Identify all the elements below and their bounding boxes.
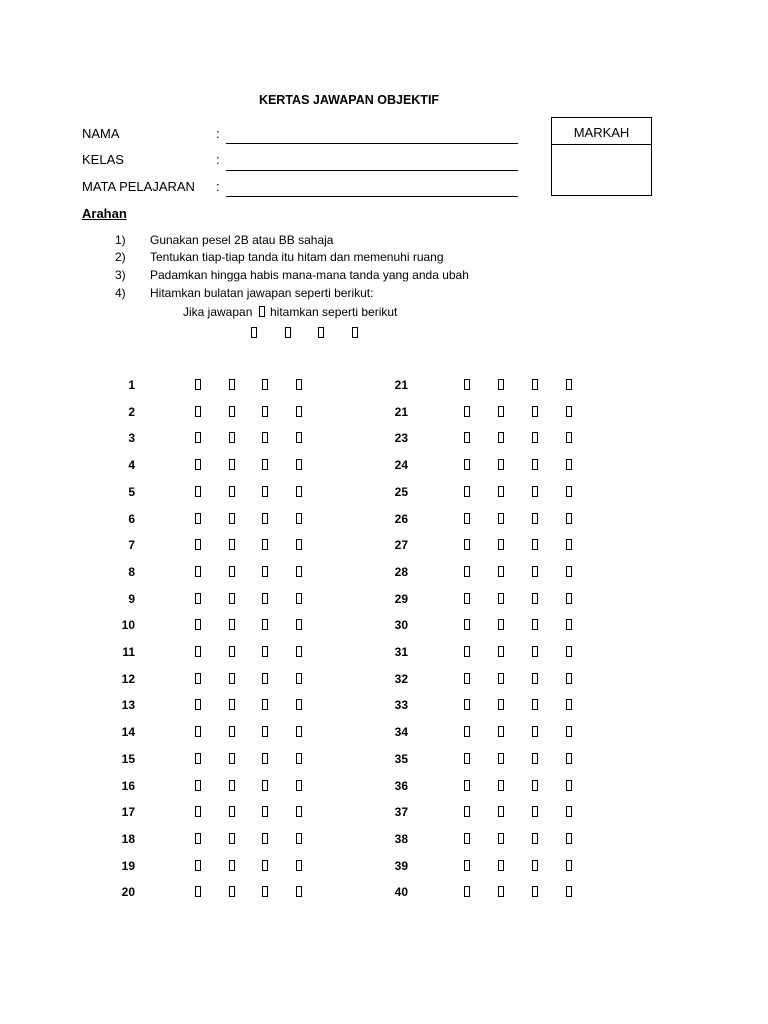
answer-bubble[interactable] xyxy=(498,673,504,684)
answer-bubble[interactable] xyxy=(262,406,268,417)
answer-bubble[interactable] xyxy=(498,646,504,657)
answer-bubble[interactable] xyxy=(464,539,470,550)
instruction-text: Padamkan hingga habis mana-mana tanda yang anda ubah xyxy=(150,268,469,282)
answer-bubble[interactable] xyxy=(498,806,504,817)
answer-bubble[interactable] xyxy=(296,806,302,817)
answer-bubble[interactable] xyxy=(229,379,235,390)
answer-bubble[interactable] xyxy=(464,673,470,684)
question-number: 21 xyxy=(394,404,408,419)
answer-bubble[interactable] xyxy=(498,459,504,470)
answer-bubble[interactable] xyxy=(464,406,470,417)
answer-bubble[interactable] xyxy=(229,459,235,470)
answer-bubble[interactable] xyxy=(262,539,268,550)
question-number: 33 xyxy=(394,698,408,713)
answer-bubble[interactable] xyxy=(195,432,201,443)
answer-bubble[interactable] xyxy=(464,486,470,497)
instruction-text: Tentukan tiap-tiap tanda itu hitam dan memenuhi ruang xyxy=(150,250,444,264)
answer-bubble[interactable] xyxy=(498,886,504,897)
answer-bubble[interactable] xyxy=(262,726,268,737)
answer-bubble[interactable] xyxy=(296,726,302,737)
answer-bubble[interactable] xyxy=(464,886,470,897)
example-bubble-icon xyxy=(285,327,291,338)
answer-bubble[interactable] xyxy=(464,646,470,657)
answer-bubble[interactable] xyxy=(566,753,572,764)
instruction-text: Hitamkan bulatan jawapan seperti berikut: xyxy=(150,286,374,300)
answer-bubble[interactable] xyxy=(532,432,538,443)
answer-bubble[interactable] xyxy=(262,566,268,577)
answer-bubble[interactable] xyxy=(498,619,504,630)
answer-bubble[interactable] xyxy=(532,833,538,844)
answer-bubble[interactable] xyxy=(262,780,268,791)
answer-bubble[interactable] xyxy=(195,833,201,844)
answer-bubble[interactable] xyxy=(464,806,470,817)
question-number: 36 xyxy=(394,778,408,793)
answer-bubble[interactable] xyxy=(498,566,504,577)
answer-bubble[interactable] xyxy=(532,593,538,604)
question-number: 1 xyxy=(128,378,135,392)
question-number: 23 xyxy=(394,431,408,446)
example-bubble-icon xyxy=(352,327,358,338)
instruction-text: Gunakan pesel 2B atau BB sahaja xyxy=(150,233,334,247)
example-bubble-icon xyxy=(251,327,257,338)
answer-bubble[interactable] xyxy=(262,806,268,817)
answer-bubble[interactable] xyxy=(566,619,572,630)
answer-bubble[interactable] xyxy=(229,673,235,684)
answer-bubble[interactable] xyxy=(566,379,572,390)
question-number: 30 xyxy=(394,618,408,633)
question-number: 2 xyxy=(128,404,135,419)
answer-bubble[interactable] xyxy=(498,833,504,844)
answer-bubble[interactable] xyxy=(296,780,302,791)
answer-bubble[interactable] xyxy=(566,860,572,871)
answer-bubble[interactable] xyxy=(195,539,201,550)
answer-bubble[interactable] xyxy=(229,619,235,630)
answer-bubble[interactable] xyxy=(296,673,302,684)
answer-bubble[interactable] xyxy=(296,860,302,871)
answer-bubble[interactable] xyxy=(532,860,538,871)
answer-bubble[interactable] xyxy=(296,886,302,897)
answer-bubble[interactable] xyxy=(229,432,235,443)
answer-bubble[interactable] xyxy=(262,699,268,710)
instruction-number: 1) xyxy=(115,233,126,247)
answer-bubble[interactable] xyxy=(296,459,302,470)
answer-bubble[interactable] xyxy=(195,459,201,470)
answer-bubble[interactable] xyxy=(532,726,538,737)
answer-bubble[interactable] xyxy=(566,806,572,817)
question-number: 6 xyxy=(128,511,135,526)
markah-label: MARKAH xyxy=(551,117,652,145)
answer-bubble[interactable] xyxy=(532,566,538,577)
answer-bubble[interactable] xyxy=(464,432,470,443)
question-number: 29 xyxy=(394,591,408,606)
answer-bubble[interactable] xyxy=(229,753,235,764)
answer-bubble[interactable] xyxy=(532,673,538,684)
field-label-mata-pelajaran: MATA PELAJARAN xyxy=(82,179,195,194)
answer-bubble[interactable] xyxy=(532,886,538,897)
answer-bubble[interactable] xyxy=(195,593,201,604)
answer-bubble[interactable] xyxy=(262,593,268,604)
field-colon-mata-pelajaran: : xyxy=(216,179,220,194)
answer-bubble[interactable] xyxy=(229,646,235,657)
answer-bubble[interactable] xyxy=(498,539,504,550)
answer-bubble[interactable] xyxy=(229,539,235,550)
page-title: KERTAS JAWAPAN OBJEKTIF xyxy=(258,93,440,107)
field-label-kelas: KELAS xyxy=(82,152,124,167)
answer-bubble[interactable] xyxy=(296,566,302,577)
question-number: 17 xyxy=(121,805,135,820)
answer-bubble[interactable] xyxy=(195,886,201,897)
answer-bubble[interactable] xyxy=(566,673,572,684)
question-number: 10 xyxy=(121,618,135,633)
answer-bubble[interactable] xyxy=(296,379,302,390)
answer-bubble[interactable] xyxy=(262,646,268,657)
answer-bubble[interactable] xyxy=(498,513,504,524)
question-number: 7 xyxy=(128,538,135,553)
question-number: 40 xyxy=(394,885,408,900)
question-number: 11 xyxy=(122,645,135,659)
answer-bubble[interactable] xyxy=(566,886,572,897)
answer-bubble[interactable] xyxy=(532,646,538,657)
answer-bubble[interactable] xyxy=(566,646,572,657)
answer-bubble[interactable] xyxy=(532,379,538,390)
answer-bubble[interactable] xyxy=(464,699,470,710)
answer-bubble[interactable] xyxy=(498,699,504,710)
answer-bubble[interactable] xyxy=(566,726,572,737)
question-number: 15 xyxy=(121,751,135,766)
question-number: 21 xyxy=(394,378,408,392)
question-number: 34 xyxy=(394,725,408,740)
answer-bubble[interactable] xyxy=(195,406,201,417)
answer-bubble[interactable] xyxy=(296,432,302,443)
answer-bubble[interactable] xyxy=(229,699,235,710)
answer-bubble[interactable] xyxy=(296,486,302,497)
answer-bubble[interactable] xyxy=(229,406,235,417)
answer-bubble[interactable] xyxy=(532,699,538,710)
answer-bubble[interactable] xyxy=(296,619,302,630)
answer-bubble[interactable] xyxy=(498,379,504,390)
answer-bubble[interactable] xyxy=(532,780,538,791)
answer-bubble[interactable] xyxy=(464,379,470,390)
answer-bubble[interactable] xyxy=(195,673,201,684)
answer-bubble[interactable] xyxy=(532,539,538,550)
answer-bubble[interactable] xyxy=(262,860,268,871)
question-number: 20 xyxy=(121,885,135,900)
question-number: 25 xyxy=(394,484,408,499)
answer-bubble[interactable] xyxy=(566,459,572,470)
answer-bubble[interactable] xyxy=(464,593,470,604)
question-number: 39 xyxy=(394,858,408,873)
answer-bubble[interactable] xyxy=(498,753,504,764)
answer-bubble[interactable] xyxy=(262,886,268,897)
answer-bubble[interactable] xyxy=(532,513,538,524)
answer-bubble[interactable] xyxy=(195,566,201,577)
answer-bubble[interactable] xyxy=(195,379,201,390)
answer-bubble[interactable] xyxy=(229,566,235,577)
answer-bubble[interactable] xyxy=(498,593,504,604)
answer-bubble[interactable] xyxy=(195,726,201,737)
answer-bubble[interactable] xyxy=(262,619,268,630)
question-number: 14 xyxy=(121,725,135,740)
question-number: 8 xyxy=(128,564,135,579)
question-number: 18 xyxy=(121,831,135,846)
question-number: 38 xyxy=(394,831,408,846)
field-colon-nama: : xyxy=(216,126,220,141)
answer-bubble[interactable] xyxy=(195,780,201,791)
answer-bubble[interactable] xyxy=(566,432,572,443)
answer-bubble[interactable] xyxy=(464,726,470,737)
question-number: 16 xyxy=(121,778,135,793)
answer-bubble[interactable] xyxy=(498,486,504,497)
answer-bubble[interactable] xyxy=(262,673,268,684)
answer-bubble[interactable] xyxy=(262,513,268,524)
answer-bubble[interactable] xyxy=(229,486,235,497)
answer-bubble[interactable] xyxy=(566,593,572,604)
question-number: 4 xyxy=(128,458,135,473)
question-number: 3 xyxy=(128,431,135,446)
answer-bubble[interactable] xyxy=(566,406,572,417)
question-number: 12 xyxy=(121,671,135,686)
answer-bubble[interactable] xyxy=(296,699,302,710)
example-text-before: Jika jawapan xyxy=(183,305,253,319)
nama-input-line[interactable] xyxy=(226,143,518,144)
answer-bubble[interactable] xyxy=(566,833,572,844)
answer-bubble[interactable] xyxy=(229,593,235,604)
answer-bubble[interactable] xyxy=(532,406,538,417)
question-number: 13 xyxy=(121,698,135,713)
question-number: 24 xyxy=(394,458,408,473)
answer-bubble[interactable] xyxy=(195,806,201,817)
answer-bubble[interactable] xyxy=(498,860,504,871)
answer-bubble-icon xyxy=(259,306,265,317)
answer-bubble[interactable] xyxy=(464,860,470,871)
answer-bubble[interactable] xyxy=(532,459,538,470)
answer-bubble[interactable] xyxy=(566,566,572,577)
answer-bubble[interactable] xyxy=(229,806,235,817)
answer-bubble[interactable] xyxy=(229,886,235,897)
answer-bubble[interactable] xyxy=(229,780,235,791)
instruction-number: 3) xyxy=(115,268,126,282)
answer-bubble[interactable] xyxy=(532,619,538,630)
question-number: 27 xyxy=(394,538,408,553)
question-number: 31 xyxy=(394,645,408,659)
answer-bubble[interactable] xyxy=(296,406,302,417)
answer-bubble[interactable] xyxy=(464,459,470,470)
answer-bubble[interactable] xyxy=(296,646,302,657)
answer-bubble[interactable] xyxy=(532,753,538,764)
answer-bubble[interactable] xyxy=(195,619,201,630)
answer-bubble[interactable] xyxy=(195,699,201,710)
answer-bubble[interactable] xyxy=(566,780,572,791)
answer-bubble[interactable] xyxy=(498,432,504,443)
answer-bubble[interactable] xyxy=(532,486,538,497)
answer-bubble[interactable] xyxy=(566,513,572,524)
instruction-number: 4) xyxy=(115,286,126,300)
field-label-nama: NAMA xyxy=(82,126,120,141)
answer-bubble[interactable] xyxy=(262,486,268,497)
arahan-heading: Arahan xyxy=(82,206,127,221)
answer-bubble[interactable] xyxy=(296,593,302,604)
question-number: 26 xyxy=(394,511,408,526)
question-number: 19 xyxy=(121,858,135,873)
answer-bubble[interactable] xyxy=(464,513,470,524)
answer-bubble[interactable] xyxy=(262,379,268,390)
answer-bubble[interactable] xyxy=(296,753,302,764)
question-number: 5 xyxy=(128,484,135,499)
answer-bubble[interactable] xyxy=(532,806,538,817)
answer-bubble[interactable] xyxy=(195,753,201,764)
question-number: 28 xyxy=(394,564,408,579)
example-text-after: hitamkan seperti berikut xyxy=(270,305,398,319)
question-number: 32 xyxy=(394,671,408,686)
answer-bubble[interactable] xyxy=(229,726,235,737)
question-number: 35 xyxy=(394,751,408,766)
answer-bubble[interactable] xyxy=(498,406,504,417)
answer-bubble[interactable] xyxy=(229,833,235,844)
answer-bubble[interactable] xyxy=(296,513,302,524)
answer-bubble[interactable] xyxy=(464,753,470,764)
answer-bubble[interactable] xyxy=(296,833,302,844)
answer-bubble[interactable] xyxy=(262,459,268,470)
answer-bubble[interactable] xyxy=(262,833,268,844)
answer-bubble[interactable] xyxy=(566,486,572,497)
answer-bubble[interactable] xyxy=(195,646,201,657)
answer-bubble[interactable] xyxy=(195,860,201,871)
answer-bubble[interactable] xyxy=(464,619,470,630)
answer-bubble[interactable] xyxy=(464,833,470,844)
example-bubble-icon xyxy=(318,327,324,338)
answer-bubble[interactable] xyxy=(262,753,268,764)
answer-bubble[interactable] xyxy=(566,539,572,550)
instruction-number: 2) xyxy=(115,250,126,264)
answer-bubble[interactable] xyxy=(262,432,268,443)
answer-bubble[interactable] xyxy=(498,780,504,791)
question-number: 9 xyxy=(128,591,135,606)
answer-bubble[interactable] xyxy=(464,780,470,791)
kelas-input-line[interactable] xyxy=(226,170,518,171)
answer-bubble[interactable] xyxy=(498,726,504,737)
answer-bubble[interactable] xyxy=(195,486,201,497)
field-colon-kelas: : xyxy=(216,152,220,167)
answer-bubble[interactable] xyxy=(195,513,201,524)
answer-bubble[interactable] xyxy=(229,860,235,871)
answer-bubble[interactable] xyxy=(229,513,235,524)
mata-pelajaran-input-line[interactable] xyxy=(226,196,518,197)
question-number: 37 xyxy=(394,805,408,820)
answer-bubble[interactable] xyxy=(464,566,470,577)
answer-bubble[interactable] xyxy=(566,699,572,710)
answer-bubble[interactable] xyxy=(296,539,302,550)
